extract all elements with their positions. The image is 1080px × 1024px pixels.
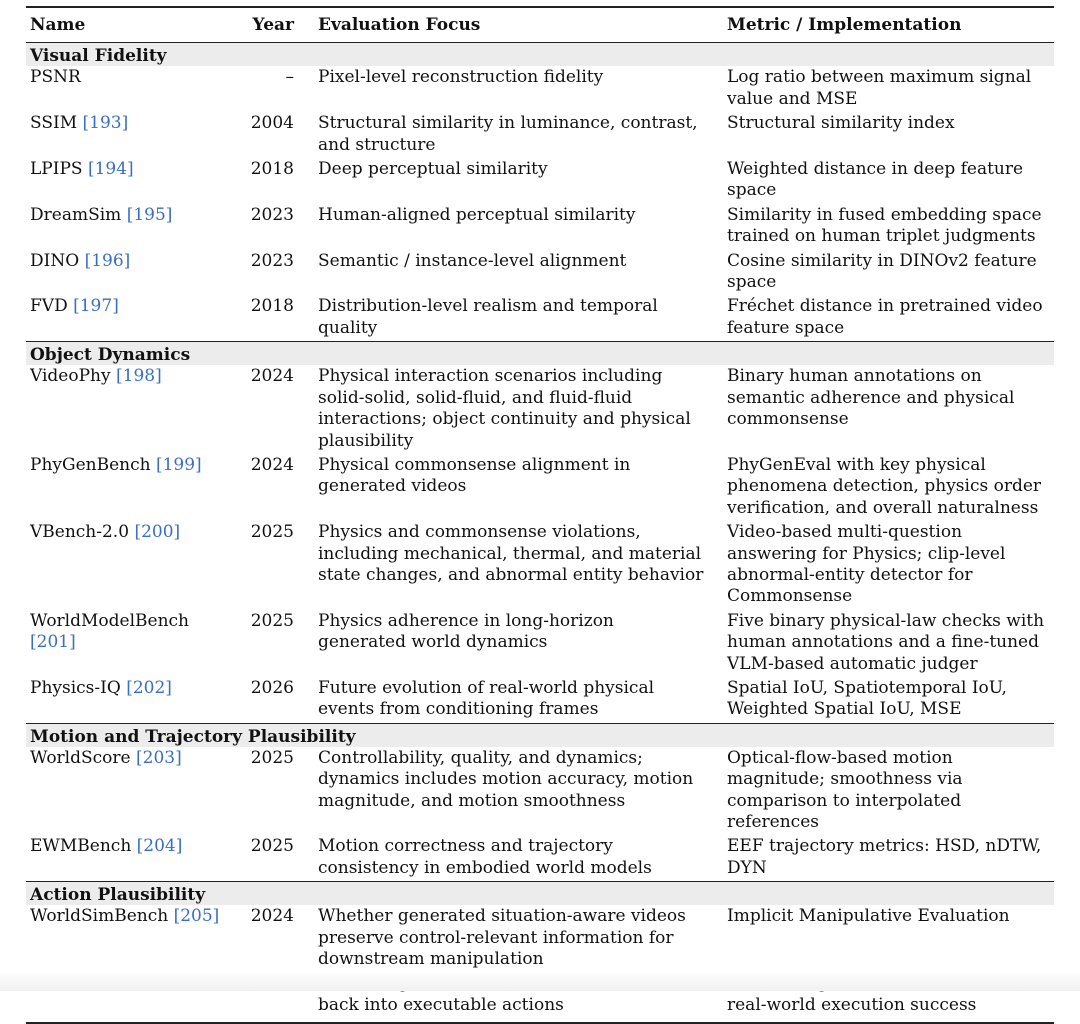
method-name: VBench-2.0 — [30, 522, 130, 543]
cell-year: 2026 — [250, 677, 294, 698]
section-title: Motion and Trajectory Plausibility — [26, 723, 1054, 747]
cell-name — [26, 66, 240, 112]
cell-metric: Log ratio between maximum signal value and MSE — [727, 67, 1032, 109]
cell-name — [26, 112, 240, 158]
cell-metric: Cosine similarity in DINOv2 feature space — [727, 250, 1037, 293]
cell-focus: Physical interaction scenarios including solid-solid, solid-fluid, and fluid-fluid interactions; object continuity and physical plausibility — [318, 366, 691, 451]
table-row — [26, 454, 1054, 521]
cell-name — [26, 454, 240, 521]
cell-focus: Human-aligned perceptual similarity — [318, 204, 636, 225]
citation-link[interactable]: [195] — [126, 204, 173, 225]
citation-link[interactable]: [197] — [73, 296, 119, 317]
cell-focus: Structural similarity in luminance, contrast, and structure — [318, 113, 698, 155]
citation-link[interactable]: [198] — [116, 366, 162, 387]
cell-name — [26, 747, 240, 836]
cell-name — [26, 521, 240, 610]
cell-name — [26, 835, 240, 881]
cell-metric: Five binary physical-law checks with human annotations and a fine-tuned VLM-based automatic judger — [727, 610, 1045, 674]
method-name: VideoPhy — [30, 366, 111, 387]
cell-metric: Weighted distance in deep feature space — [727, 159, 1024, 201]
cell-metric: Video-based multi-question answering for Physics; clip-level abnormal-entity detector for Commonsense — [727, 522, 1006, 607]
cell-metric: Implicit Manipulative Evaluation — [727, 906, 1010, 927]
cell-name — [26, 250, 240, 296]
cell-name — [26, 295, 240, 341]
table-row — [26, 112, 1054, 158]
citation-link[interactable]: [201] — [30, 632, 76, 653]
method-name: WorldScore — [30, 747, 131, 768]
table-row — [26, 677, 1054, 723]
bottom-edge — [0, 973, 1080, 991]
table-row — [26, 66, 1054, 112]
citation-link[interactable]: [200] — [134, 522, 181, 543]
table-header — [26, 7, 1054, 43]
table-row — [26, 835, 1054, 881]
method-name: LPIPS — [30, 159, 83, 180]
method-name: WorldSimBench — [30, 906, 169, 927]
cell-year: 2018 — [250, 296, 294, 317]
table-row — [26, 250, 1054, 296]
citation-link[interactable]: [193] — [82, 113, 129, 134]
cell-year: 2023 — [250, 250, 294, 271]
cell-focus: Physical commonsense alignment in generated videos — [318, 454, 631, 497]
header-metric: Metric / Implementation — [713, 7, 1054, 43]
citation-link[interactable]: [203] — [136, 747, 182, 768]
method-name: Physics-IQ — [30, 677, 121, 698]
cell-name — [26, 158, 240, 204]
table-row — [26, 610, 1054, 677]
cell-year: 2023 — [250, 204, 294, 225]
table-row — [26, 295, 1054, 341]
section-row — [26, 723, 1054, 747]
header-name: Name — [26, 7, 240, 43]
cell-year: 2024 — [250, 906, 294, 927]
cell-focus: Whether generated situation-aware videos preserve control-relevant information for downstream manipulation — [318, 906, 686, 970]
cell-metric: PhyGenEval with key physical phenomena detection, physics order verification, and overall naturalness — [727, 454, 1042, 518]
method-name: SSIM — [30, 113, 78, 134]
section-row — [26, 882, 1054, 906]
cell-year: 2025 — [250, 522, 294, 543]
cell-name — [26, 365, 240, 454]
method-name: DINO — [30, 250, 80, 271]
cell-focus: Physics adherence in long-horizon generated world dynamics — [318, 610, 614, 653]
table-row — [26, 747, 1054, 836]
cell-metric: Structural similarity index — [727, 113, 955, 134]
cell-focus: Motion correctness and trajectory consistency in embodied world models — [318, 836, 652, 878]
citation-link[interactable]: [204] — [136, 836, 183, 857]
section-title: Action Plausibility — [26, 882, 1054, 906]
cell-name — [26, 204, 240, 250]
table-body — [26, 43, 1054, 1023]
cell-metric: real-world execution success — [713, 972, 1054, 1023]
cell-year: 2018 — [250, 159, 294, 180]
cell-year: 2004 — [250, 113, 294, 134]
cell-focus: back into executable actions — [304, 972, 713, 1023]
method-name: EWMBench — [30, 836, 132, 857]
table-row — [26, 158, 1054, 204]
cell-metric: Fréchet distance in pretrained video feature space — [727, 296, 1043, 338]
table-row — [26, 204, 1054, 250]
cell-focus: Controllability, quality, and dynamics; dynamics includes motion accuracy, motion magnitude, and motion smoothness — [318, 747, 694, 811]
cell-focus: Semantic / instance-level alignment — [318, 250, 627, 271]
table-row — [26, 365, 1054, 454]
citation-link[interactable]: [199] — [155, 454, 202, 475]
cell-year: 2025 — [250, 747, 294, 768]
cell-metric: Binary human annotations on semantic adherence and physical commonsense — [727, 366, 1015, 430]
cell-focus: Physics and commonsense violations, including mechanical, thermal, and material state changes, and abnormal entity behavior — [318, 522, 704, 585]
section-title: Object Dynamics — [26, 342, 1054, 366]
citation-link[interactable]: [205] — [173, 906, 220, 927]
section-title: Visual Fidelity — [26, 43, 1054, 67]
cell-metric: Spatial IoU, Spatiotemporal IoU, Weighted Spatial IoU, MSE — [727, 677, 1007, 720]
cell-name — [26, 677, 240, 723]
table-row — [26, 905, 1054, 972]
cell-name — [26, 905, 240, 972]
cell-focus: Future evolution of real-world physical events from conditioning frames — [318, 677, 655, 720]
method-name: DreamSim — [30, 204, 122, 225]
method-name: FVD — [30, 296, 68, 317]
cell-year: 2024 — [250, 366, 294, 387]
cell-focus: Pixel-level reconstruction fidelity — [318, 67, 604, 88]
method-name: WorldModelBench — [30, 610, 189, 631]
cell-metric: Optical-flow-based motion magnitude; smoothness via comparison to interpolated references — [727, 747, 963, 832]
cell-year: – — [285, 67, 294, 88]
method-name: PhyGenBench — [30, 454, 151, 475]
citation-link[interactable]: [194] — [87, 159, 134, 180]
method-name: PSNR — [30, 67, 81, 88]
cell-focus: Deep perceptual similarity — [318, 159, 548, 180]
citation-link[interactable]: [202] — [126, 677, 172, 698]
cell-metric: Similarity in fused embedding space trained on human triplet judgments — [727, 204, 1042, 247]
section-row — [26, 342, 1054, 366]
table-row — [26, 521, 1054, 610]
citation-link[interactable]: [196] — [84, 250, 131, 271]
cell-focus: Distribution-level realism and temporal quality — [318, 296, 658, 338]
header-year: Year — [240, 7, 304, 43]
cell-metric: EEF trajectory metrics: HSD, nDTW, DYN — [727, 836, 1042, 878]
cell-year: 2025 — [250, 610, 294, 631]
cell-name — [26, 610, 240, 677]
header-focus: Evaluation Focus — [304, 7, 713, 43]
section-row — [26, 43, 1054, 67]
evaluation-table — [26, 6, 1054, 1024]
cell-year: 2025 — [250, 836, 294, 857]
cell-year: 2024 — [250, 454, 294, 475]
